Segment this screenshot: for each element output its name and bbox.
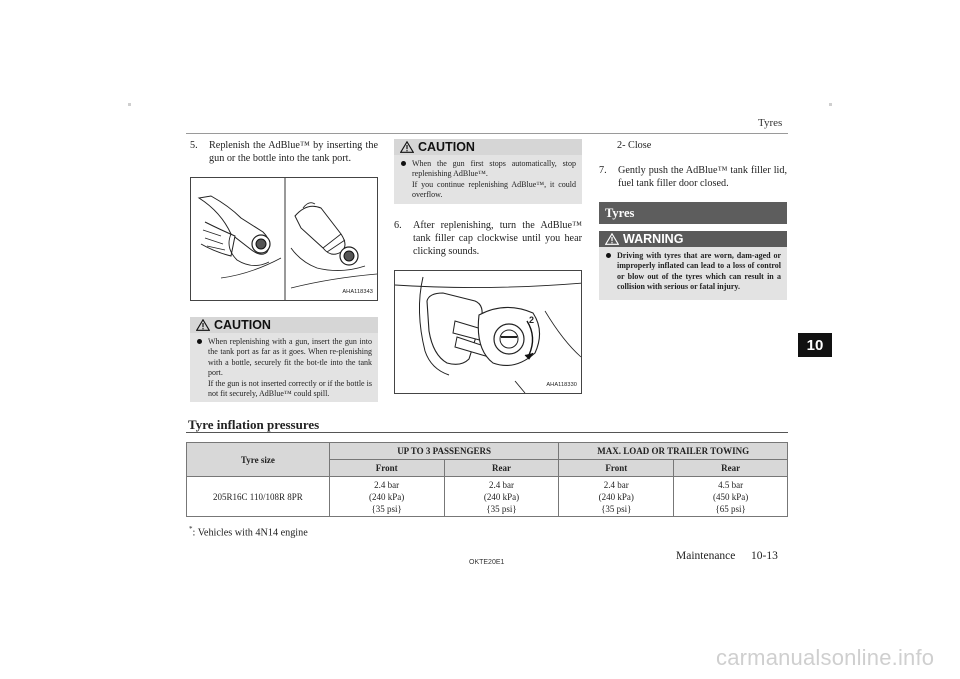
caution-title-1	[190, 317, 378, 333]
group-header-max-load: MAX. LOAD OR TRAILER TOWING	[559, 443, 788, 460]
warning-title-text: WARNING	[623, 232, 684, 246]
filler-cap-illustration	[395, 271, 582, 394]
pressure-kpa: (450 kPa)	[712, 491, 749, 502]
caution-title-2-text: CAUTION	[418, 140, 475, 154]
footer-code: OKTE20E1	[469, 559, 505, 566]
caution-title-1-text: CAUTION	[214, 318, 271, 332]
sub-header-rear: Rear	[444, 460, 559, 477]
corner-dot	[829, 103, 832, 106]
caution-box-1	[190, 317, 378, 402]
warning-text: Driving with tyres that are worn, dam-aged or improperly inflated can lead to a loss of control or blow out of the tyres which can result in a collision with serious or fatal injury.	[617, 251, 781, 292]
tyre-pressure-table	[186, 442, 788, 517]
bullet-dot-icon	[197, 339, 202, 344]
sub-header-front: Front	[329, 460, 444, 477]
pressure-kpa: (240 kPa)	[483, 491, 520, 502]
pressure-bar: 2.4 bar	[488, 479, 514, 490]
step-5-number: 5.	[190, 140, 198, 151]
step-7-number: 7.	[599, 165, 607, 176]
tyre-size-cell: 205R16C 110/108R 8PR	[187, 477, 330, 517]
pressure-cell	[329, 477, 444, 517]
pressure-cell	[674, 477, 788, 517]
header-section-name: Tyres	[758, 117, 783, 129]
caution-2-text: When the gun first stops automatically, stop replenishing AdBlue™.	[412, 159, 576, 179]
figure-adblue-refill	[190, 177, 378, 301]
caution-body-2	[394, 155, 582, 204]
step-6-number: 6.	[394, 220, 402, 231]
footer-chapter: Maintenance	[676, 550, 736, 562]
step-7-text: Gently push the AdBlue™ tank filler lid, fuel tank filler door closed.	[618, 165, 787, 189]
group-header-3-passengers: UP TO 3 PASSENGERS	[329, 443, 559, 460]
tyre-size-header: Tyre size	[187, 443, 330, 477]
figure-2-callout: 2	[529, 315, 535, 325]
refill-illustration	[191, 178, 378, 301]
pressure-kpa: (240 kPa)	[598, 491, 634, 502]
pressure-psi: {35 psi}	[371, 503, 402, 514]
pressure-psi: {65 psi}	[715, 503, 746, 514]
sub-header-rear: Rear	[674, 460, 788, 477]
figure-1-id: AHA118343	[342, 289, 373, 295]
caution-box-2	[394, 139, 582, 204]
warning-body	[599, 247, 787, 300]
pressure-bar: 2.4 bar	[374, 479, 400, 490]
step-6-text: After replenishing, turn the AdBlue™ tank filler cap clockwise until you hear clicking sounds.	[413, 220, 582, 257]
tyre-heading-rule	[186, 432, 788, 433]
footnote-text: : Vehicles with 4N14 engine	[192, 527, 308, 539]
pressure-psi: {35 psi}	[486, 503, 517, 514]
warning-triangle-icon	[605, 233, 619, 245]
caution-1-text2: If the gun is not inserted correctly or if the bottle is not fit securely, AdBlue™ could spill.	[208, 378, 372, 399]
warning-triangle-icon	[196, 319, 210, 331]
warning-box	[599, 231, 787, 300]
section-title-bar	[599, 202, 787, 224]
bullet-dot-icon	[606, 253, 611, 258]
caution-2-text2: If you continue replenishing AdBlue™, it could overflow.	[412, 179, 576, 200]
section-title: Tyres	[605, 205, 635, 220]
warning-triangle-icon	[400, 141, 414, 153]
bullet-dot-icon	[401, 161, 406, 166]
caution-title-2	[394, 139, 582, 155]
header-rule	[186, 133, 788, 134]
footnote-mark: *	[189, 525, 193, 533]
pressure-cell	[559, 477, 674, 517]
close-label: 2- Close	[617, 140, 652, 151]
warning-title	[599, 231, 787, 247]
step-5-text: Replenish the AdBlue™ by inserting the gun or the bottle into the tank port.	[209, 140, 378, 164]
corner-dot	[128, 103, 131, 106]
figure-filler-cap	[394, 270, 582, 394]
figure-2-id: AHA118330	[546, 382, 577, 388]
chapter-tab: 10	[798, 333, 832, 357]
footer-page-number: 10-13	[751, 550, 778, 562]
caution-body-1	[190, 333, 378, 402]
watermark-text: carmanualsonline.info	[716, 645, 935, 670]
table-footnote	[189, 523, 308, 539]
pressure-psi: {35 psi}	[601, 503, 632, 514]
pressure-bar: 2.4 bar	[603, 479, 629, 490]
sub-header-front: Front	[559, 460, 674, 477]
pressure-cell	[444, 477, 559, 517]
tyre-pressure-heading: Tyre inflation pressures	[188, 417, 320, 432]
table-row	[187, 477, 788, 517]
pressure-bar: 4.5 bar	[718, 479, 744, 490]
pressure-kpa: (240 kPa)	[369, 491, 405, 502]
caution-1-text: When replenishing with a gun, insert the gun into the tank port as far as it goes. When re-plenishing with a bottle, securely fit the bot-tle into the tank port.	[208, 337, 372, 378]
